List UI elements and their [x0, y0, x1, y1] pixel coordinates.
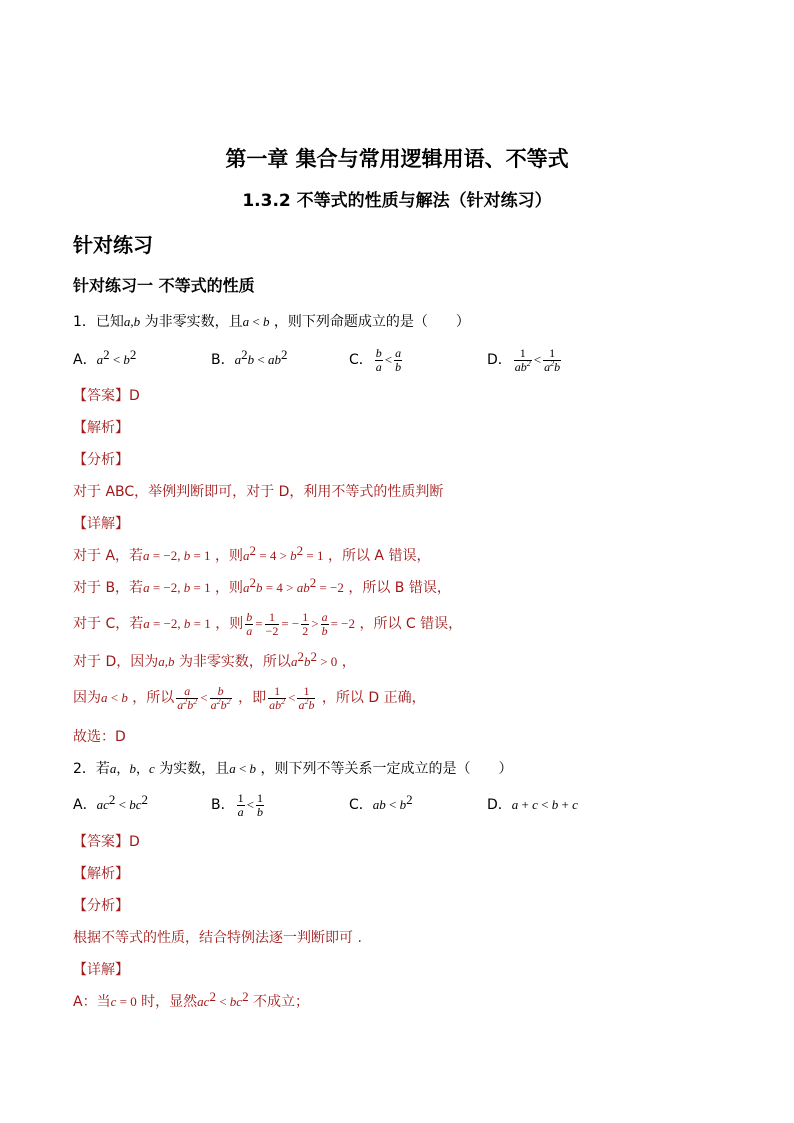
lesson-subtitle: 1.3.2 不等式的性质与解法（针对练习）: [242, 191, 552, 211]
chapter-title: 第一章 集合与常用逻辑用语、不等式: [225, 147, 569, 171]
q2-xiangjie-label: 【详解】: [73, 962, 129, 978]
q1-stem: 1．已知a,b 为非零实数，且a < b ，则下列命题成立的是（ ）: [73, 314, 470, 330]
q2-option-a[interactable]: A．$ac^2 < bc^2$: [73, 792, 148, 813]
q2-stem: 2．若a，b，c 为实数，且a < b ，则下列不等关系一定成立的是（ ）: [73, 761, 513, 777]
q2-detail-a: A：当c = 0 时，显然$ac^2 < bc^2$ 不成立；: [73, 989, 310, 1010]
q1-detail-b: 对于 B，若a = −2, b = 1 ，则$a^2b = 4 > ab^2 = -2$ ，所以 B 错误，: [73, 575, 451, 596]
q2-options: [73, 788, 773, 822]
q1-answer: 【答案】D: [73, 388, 140, 404]
q1-jiexi-label: 【解析】: [73, 420, 129, 436]
q1-detail-a: 对于 A，若a = −2, b = 1 ，则$a^2 = 4 > b^2 = 1$ ，所以 A 错误，: [73, 543, 431, 564]
q2-jiexi-label: 【解析】: [73, 866, 129, 882]
q1-detail-c: 对于 C，若a = −2, b = 1 ，则 $\frac{b}{a}$ = $\frac{1}{-2}$ = − $\frac{1}{2}$ > $\frac{a}{b}$ = −2 ，所以 C 错误，: [73, 609, 463, 638]
q1-options: [73, 343, 773, 377]
q2-option-b[interactable]: B． $\frac{1}{a}$ < $\frac{1}{b}$: [211, 790, 263, 819]
subsection-heading: 针对练习一 不等式的性质: [73, 276, 255, 295]
q2-option-c[interactable]: C．ab < $b^2$: [349, 792, 413, 813]
q2-option-d[interactable]: D．a + c < b + c: [487, 797, 578, 813]
q1-fenxi-text: 对于 ABC，举例判断即可，对于 D，利用不等式的性质判断: [73, 484, 444, 500]
q1-final-choice: 故选：D: [73, 729, 126, 745]
q1-detail-d: 对于 D，因为a,b 为非零实数，所以$a^2b^2 > 0$ ，: [73, 649, 356, 670]
q1-xiangjie-label: 【详解】: [73, 516, 129, 532]
q2-fenxi-label: 【分析】: [73, 898, 129, 914]
q2-fenxi-text: 根据不等式的性质，结合特例法逐一判断即可 .: [73, 930, 362, 946]
q2-answer: 【答案】D: [73, 834, 140, 850]
q1-option-d[interactable]: D． $\frac{1}{ab^2}$ < $\frac{1}{a^2b}$: [487, 345, 561, 374]
q1-fenxi-label: 【分析】: [73, 452, 129, 468]
q1-option-a[interactable]: A．$a^2 < b^2$: [73, 347, 137, 368]
q1-option-b[interactable]: B．$a^2b < ab^2$: [211, 347, 288, 368]
q1-option-c[interactable]: C． $\frac{b}{a}$ < $\frac{a}{b}$: [349, 345, 402, 374]
q1-detail-e: 因为a < b ，所以 $\frac{a}{a^2b^2}$ < $\frac{b}{a^2b^2}$ ，即 $\frac{1}{ab^2}$ < $\frac{1}{a^2b}$ ，所以 D 正确，: [73, 683, 426, 712]
section-heading: 针对练习: [73, 233, 153, 257]
